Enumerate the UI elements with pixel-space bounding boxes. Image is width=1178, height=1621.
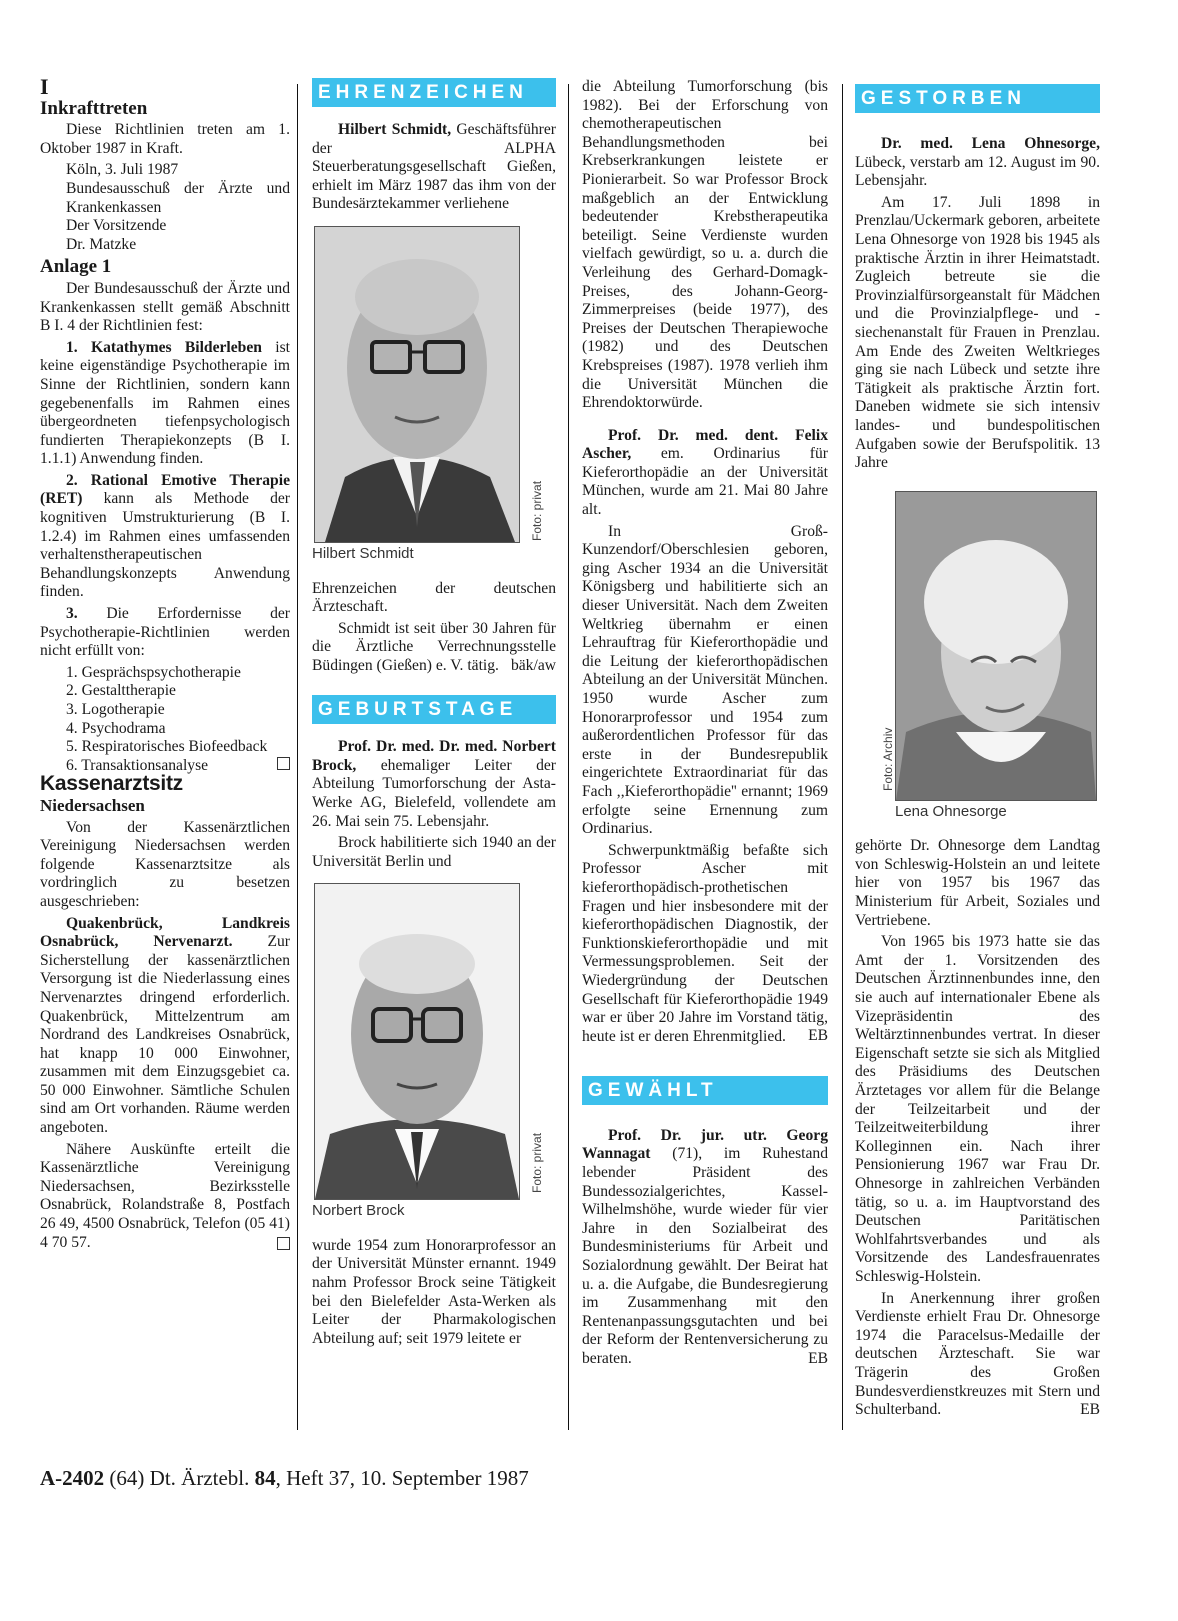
list-item: 3. Logotherapie: [66, 701, 165, 718]
paragraph: die Abteilung Tumorforschung (bis 1982). Bei der Erforschung von chemotherapeutischen Behandlungsmethoden bei Krebserkrankungen leistete er Pionierarbeit. So war Professor Brock maßgeblich an der Entwicklung bedeutender Krebstherapeutika beteiligt. Seine Verdienste wurden vielfach gewürdigt, so u. a. durch die Verleihung des Gerhard-Domagk-Preises, des Johann-Georg-Zimmerpreises (beide 1977), des Preises der Deutschen Therapiewoche (1982) und des Deutschen Krebspreises (1987). 1978 verlieh ihm die Universität München die Ehrendoktorwürde.: [582, 78, 828, 412]
person-name: Hilbert Schmidt,: [338, 121, 452, 138]
volume: 84: [254, 1466, 276, 1490]
paragraph: [582, 427, 828, 520]
paragraph: [40, 605, 290, 661]
photo-caption: Hilbert Schmidt: [312, 544, 414, 562]
column-rule: [297, 84, 298, 1430]
photo-credit: Foto: privat: [530, 1133, 544, 1194]
photo-caption: Norbert Brock: [312, 1202, 405, 1220]
person-name: Dr. med. Lena Ohnesorge,: [881, 135, 1100, 152]
paragraph-text: Lübeck, verstarb am 12. August im 90. Lebensjahr.: [855, 153, 1100, 190]
section-bar-gestorben: GESTORBEN: [855, 84, 1100, 113]
column-rule: [568, 84, 569, 1430]
end-square-icon: [277, 757, 290, 770]
signature: EB: [1080, 1400, 1100, 1418]
paragraph: gehörte Dr. Ohnesorge dem Landtag von Schleswig-Holstein an und leitete hier von 1957 bis 1967 das Ministerium für Arbeit, Soziales und Vertriebene.: [855, 837, 1100, 929]
signature-block: [66, 161, 290, 254]
section-number: I: [40, 74, 49, 99]
portrait-drawing: [315, 884, 519, 1199]
paragraph-text: ehemaliger Leiter der Abteilung Tumorforschung der Asta-Werke AG, Bielefeld, vollendete am 26. Mai sein 75. Lebensjahr.: [312, 756, 556, 830]
paragraph: [40, 915, 290, 1138]
paragraph: In Anerkennung ihrer großen Verdienste erhielt Frau Dr. Ohnesorge 1974 die Paracelsus-Medaille der deutschen Ärzteschaft. Sie war Trägerin des Großen Bundesverdienstkreuzes mit Stern und Schulterband.: [855, 1289, 1100, 1419]
list-item: 4. Psychodrama: [66, 719, 166, 737]
item-label: 3.: [66, 605, 78, 623]
photo-credit: Foto: privat: [530, 480, 544, 541]
portrait-image: [314, 226, 520, 543]
column-4: [855, 78, 1100, 1422]
signature: bäk/aw: [510, 656, 556, 674]
person-name: Prof. Dr. med. Dr. med. Norbert Brock,: [312, 738, 556, 774]
section-heading: Inkrafttreten: [40, 97, 148, 119]
section-bar-geburtstage: GEBURTSTAGE: [312, 695, 556, 724]
paragraph: [855, 135, 1100, 191]
column-2: [312, 78, 556, 1351]
list-item: 5. Respiratorisches Biofeedback: [66, 738, 268, 756]
column-1: [40, 74, 290, 1255]
paragraph: [312, 738, 556, 831]
page-footer: [40, 1466, 529, 1491]
list-item: 2. Gestalttherapie: [66, 682, 176, 700]
paragraph: [40, 339, 290, 469]
item-text: Die Erfordernisse der Psychotherapie-Richtlinien werden nicht erfüllt von:: [40, 605, 290, 660]
contact-text: Nähere Auskünfte erteilt die Kassenärztliche Vereinigung Niedersachsen, Bezirksstelle Osnabrück, Rolandstraße 8, Postfach 26 49, 4500 Osnabrück, Telefon (05 41) 4 70 57.: [40, 1140, 290, 1251]
kassenarztsitz-heading: Kassenarztsitz: [40, 772, 183, 796]
paragraph: Ehrenzeichen der deutschen Ärzteschaft.: [312, 579, 556, 616]
signature-line: Der Vorsitzende: [66, 217, 167, 235]
signature-line: Dr. Matzke: [66, 235, 137, 253]
paragraph: [312, 121, 556, 214]
portrait-drawing: [315, 227, 519, 542]
list-item-text: 6. Transaktionsanalyse: [66, 756, 209, 774]
photo-caption: Lena Ohnesorge: [895, 802, 1007, 820]
person-name: Prof. Dr. med. dent. Felix Ascher,: [582, 426, 828, 463]
page-number: A-2402: [40, 1466, 105, 1490]
paragraph: [40, 472, 290, 602]
signature: EB: [808, 1027, 828, 1045]
paragraph-text: Geschäftsführer der ALPHA Steuerberatungsgesellschaft Gießen, erhielt im März 1987 das ihm von der Bundesärztekammer verliehene: [312, 121, 556, 213]
list-item: 1. Gesprächspsychotherapie: [66, 663, 241, 681]
listing-title: Quakenbrück, Landkreis Osnabrück, Nervenarzt.: [40, 914, 290, 951]
paragraph: In Groß-Kunzendorf/Oberschlesien geboren, ging Ascher 1934 an die Universität Königsberg und habilitierte sich an dieser Universität. Nach dem Zweiten Weltkrieg übernahm er einen Lehrauftrag für Kieferorthopädie und die Leitung der kieferorthopädischen Abteilung an der Universität München. 1950 wurde Ascher zum Honorarprofessor und 1954 zum außerordentlichen Professor für das erste in der Bundesrepublik eingerichtete Extraordinariat für das Fach ,,Kieferorthopädie'' ernannt; 1969 erfolgte seine Ernennung zum Ordinarius.: [582, 522, 828, 838]
portrait-image: [895, 491, 1097, 801]
paragraph-text: em. Ordinarius für Kieferorthopädie an der Universität München, wurde am 21. Mai 80 Jahre alt.: [582, 445, 828, 519]
region-heading: Niedersachsen: [40, 795, 145, 815]
photo-lena-ohnesorge: [881, 491, 1100, 801]
paragraph: Diese Richtlinien treten am 1. Oktober 1987 in Kraft.: [40, 121, 290, 157]
paragraph: Der Bundesausschuß der Ärzte und Krankenkassen stellt gemäß Abschnitt B I. 4 der Richtlinien fest:: [40, 279, 290, 335]
paragraph: Brock habilitierte sich 1940 an der Universität Berlin und: [312, 834, 556, 870]
paragraph: Am 17. Juli 1898 in Prenzlau/Uckermark geboren, arbeitete Lena Ohnesorge von 1928 bis 1945 als praktische Ärztin in ihrer Heimatstadt. Zugleich betreute sie die Provinzialfürsorgeanstalt für Mädchen und die Provinzialpflege- und -siechenanstalt für Frauen in Prenzlau. Am Ende des Zweiten Weltkrieges ging sie nach Lübeck und setzte ihre Tätigkeit als praktische Ärztin fort. Daneben widmete sie sich intensiv landes- und bundespolitischen Aufgaben sowie der Berufspolitik. 13 Jahre: [855, 193, 1100, 472]
photo-hilbert-schmidt: [314, 226, 556, 543]
item-text: ist keine eigenständige Psychotherapie im Sinne der Richtlinien, sondern kann gegebenenfalls im Rahmen eines übergeordneten tiefenpsychologisch fundierten Therapiekonzepts (B I. 1.1.1) Anwendung finden.: [40, 338, 290, 468]
portrait-image: [314, 883, 520, 1200]
item-text: kann als Methode der kognitiven Umstrukturierung (B I. 1.2.4) im Rahmen eines umfassenden verhaltenstherapeutischen Behandlungskonzepts Anwendung finden.: [40, 490, 290, 601]
item-label: 1. Katathymes Bilderleben: [66, 338, 262, 356]
photo-credit: Foto: Archiv: [881, 727, 895, 791]
person-name: Prof. Dr. jur. utr. Georg Wannagat: [582, 1126, 828, 1163]
paragraph: Schwerpunktmäßig befaßte sich Professor Ascher mit kieferorthopädisch-prothetischen Fragen und hier insbesondere mit der kieferorthopädischen Diagnostik, der Funktionskieferorthopädie und mit Vermessungsproblemen. Seit der Wiedergründung der Deutschen Gesellschaft für Kieferorthopädie 1949 war er über 20 Jahre im Vorstand tätig, heute ist er deren Ehrenmitglied.: [582, 841, 828, 1045]
signature-line: Köln, 3. Juli 1987: [66, 161, 179, 179]
column-rule: [842, 84, 843, 1430]
paragraph-text: (71), im Ruhestand lebender Präsident des Bundessozialgerichtes, Kassel-Wilhelmshöhe, wurde wieder für vier Jahre in den Sozialbeirat des Bundesministeriums für Arbeit und Sozialordnung gewählt. Der Beirat hat u. a. die Aufgabe, die Bundesregierung im Zusammenhang mit den Rentenanpassungsgutachten und bei der Reform der Rentenversicherung zu beraten.: [582, 1145, 828, 1367]
paragraph: [582, 1127, 828, 1369]
item-label: 2. Rational Emotive Therapie (RET): [40, 471, 290, 508]
portrait-drawing: [896, 492, 1096, 800]
paragraph: Schmidt ist seit über 30 Jahren für die Ärztliche Verrechnungsstelle Büdingen (Gießen) e. V. tätig.: [312, 619, 556, 674]
paragraph: Von 1965 bis 1973 hatte sie das Amt der 1. Vorsitzenden des Deutschen Ärztinnenbundes inne, den sie auch auf internationaler Ebene als Vizepräsidentin des Weltärztinnenbundes vertrat. In dieser Eigenschaft setzte sie sich als Mitglied des Präsidiums des Deutschen Ärztetages vor allem für die Belange der Teilzeitarbeit und der Teilzeitweiterbildung ihrer Kolleginnen ein. Nach ihrer Pensionierung 1967 war Frau Dr. Ohnesorge in zahlreichen Verbänden tätig, so u. a. im Hauptvorstand des Deutschen Paritätischen Wohlfahrtsverbandes und als Vorsitzende des Landesfrauenrates Schleswig-Holstein.: [855, 933, 1100, 1285]
issue-info: , Heft 37, 10. September 1987: [275, 1466, 529, 1490]
anlage-heading: Anlage 1: [40, 256, 112, 278]
listing-text: Zur Sicherstellung der kassenärztlichen Versorgung ist die Niederlassung eines Nervenarztes dringend erforderlich. Quakenbrück, Mittelzentrum am Nordrand des Landkreises Osnabrück, hat knapp 10 000 Einwohner, zusammen mit dem Einzugsgebiet ca. 50 000 Einwohner. Sämtliche Schulen sind am Ort vorhanden. Räume werden angeboten.: [40, 933, 290, 1137]
end-square-icon: [277, 1237, 290, 1250]
signature: EB: [808, 1349, 828, 1367]
signature-line: Bundesausschuß der Ärzte und Krankenkassen: [66, 179, 290, 216]
paragraph: [40, 1141, 290, 1253]
section-bar-gewaehlt: GEWÄHLT: [582, 1076, 828, 1105]
photo-norbert-brock: [314, 883, 556, 1200]
paragraph: Von der Kassenärztlichen Vereinigung Niedersachsen werden folgende Kassenarztsitze als vordringlich zu besetzen ausgeschrieben:: [40, 818, 290, 910]
journal-info: (64) Dt. Ärztebl.: [104, 1466, 255, 1490]
column-3: [582, 78, 828, 1371]
paragraph: wurde 1954 zum Honorarprofessor an der Universität Münster ernannt. 1949 nahm Professor Brock seine Tätigkeit bei den Bielefelder Asta-Werken als Leiter der Pharmakologischen Abteilung auf; seit 1979 leitete er: [312, 1236, 556, 1347]
therapy-list: [66, 664, 290, 776]
section-bar-ehrenzeichen: EHRENZEICHEN: [312, 78, 556, 107]
